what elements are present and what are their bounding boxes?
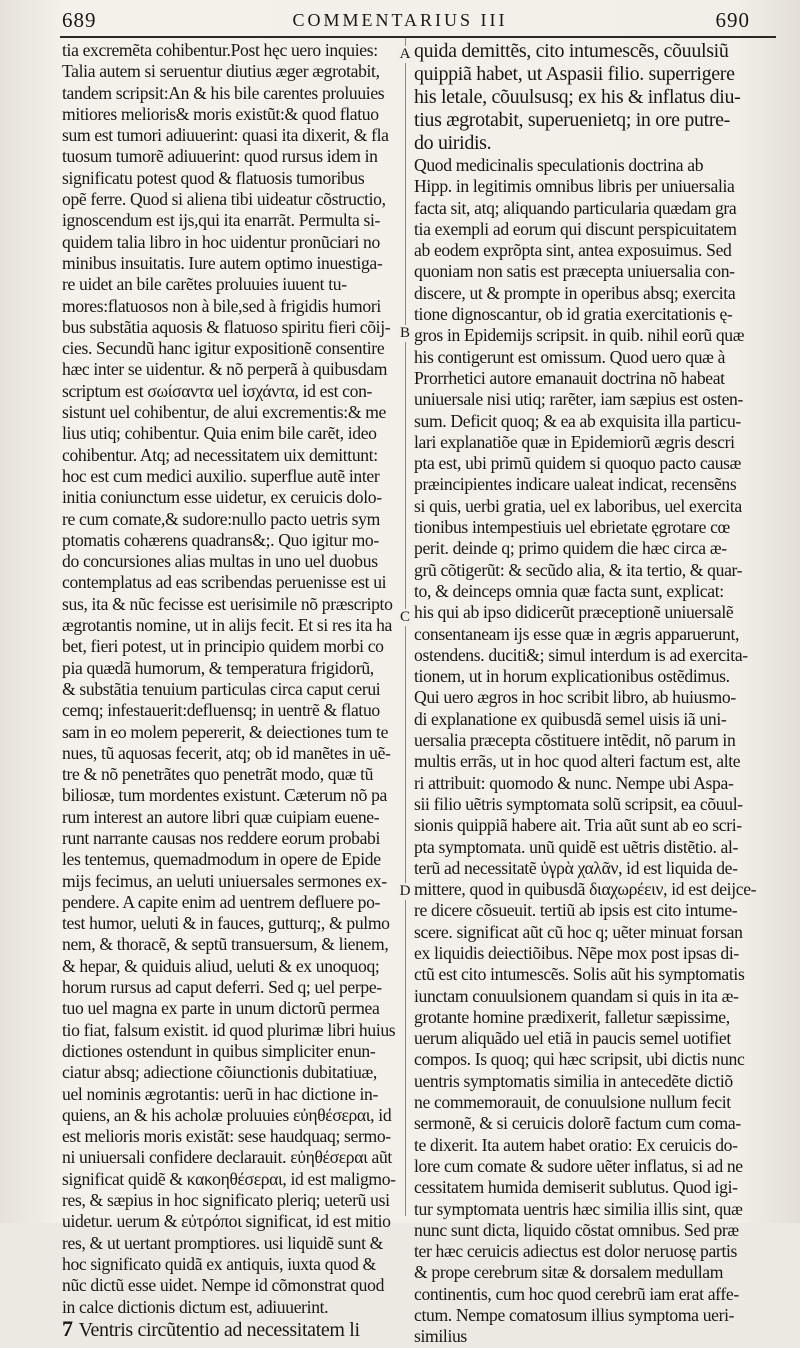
- right-column-line: lore cum comate & sudore uẽter inflatus, si ad ne: [414, 1155, 743, 1176]
- right-column-line: ostendens. duciti&; simul interdum is ad exercita-: [414, 644, 748, 665]
- right-column-line: perit. deinde q; primo quidem die hæc circa æ-: [414, 538, 727, 559]
- left-column-line: sistunt uel cohibentur, de alui excrementis:& me: [62, 402, 387, 423]
- left-column-line: uel nominis ægrotantis: uerũ in hac dictione in-: [62, 1083, 378, 1104]
- right-column-line: quoniam non satis est præcepta uniuersalia con-: [414, 261, 735, 282]
- section-number: 7: [62, 1317, 73, 1340]
- left-column-line: sus, ita & nũc fecisse est uerisimile nõ præscripto: [62, 593, 393, 614]
- left-column-line: ciatur absq; adiectione cõiunctionis dubitatiuæ,: [62, 1062, 377, 1083]
- left-column-line: bus substãtia aquosis & flatuoso spiritu fieri cõij-: [62, 316, 391, 337]
- left-column-line: cohibentur. Atq; ad necessitatem uix demittunt:: [62, 444, 378, 465]
- section-heading-text: Ventris circũtentio ad necessitatem li: [78, 1318, 360, 1340]
- left-column-line: initia coniunctum esse uidetur, ex ceruicis dolo-: [62, 487, 382, 508]
- right-column-line: multis errãs, ut in hoc quod alteri factum est, alte: [414, 751, 741, 772]
- right-column-line: to, & deinceps omnia quæ facta sunt, explicat:: [414, 580, 724, 601]
- left-column-line: opẽ ferre. Quod si aliena tibi uideatur cõstructio,: [62, 189, 386, 210]
- right-column-line: iunctam conuulsionem quandam si quis in ita æ-: [414, 985, 739, 1006]
- left-column-line: Talia autem si seruentur diutius æger ægrotabit,: [62, 61, 380, 82]
- left-column-line: nues, tũ aquosas fecerit, atq; ob id manẽtes in uẽ-: [62, 742, 391, 763]
- left-column-line: ignoscendum est ijs,qui ita enarrãt. Permulta si-: [62, 210, 381, 231]
- right-column-line: ex liquidis deiectiõibus. Nẽpe mox post ipsas di-: [414, 942, 739, 963]
- left-column-line: tio fiat, falsum existit. id quod plurimæ libri huius: [62, 1019, 396, 1040]
- right-column-line: his contigerunt est omissum. Quod uero quæ à: [414, 346, 726, 367]
- page-header: [0, 6, 800, 38]
- left-column-line: mores:flatuosos non à bile,sed à frigidis humori: [62, 295, 381, 316]
- right-column-line: pta est, ubi primũ quidem si quoquo pacto causæ: [414, 453, 742, 474]
- right-column-line: te dixerit. Ita autem habet oratio: Ex ceruicis do-: [414, 1134, 738, 1155]
- left-column-line: in calce dictionis dictum est, adiuuerint.: [62, 1296, 329, 1317]
- right-column-line: quippiã habet, ut Aspasii filio. superrigere: [414, 63, 735, 85]
- right-column-line: grotante homine prædixerit, falletur sæpissime,: [414, 1006, 730, 1027]
- left-column-line: mijs fecimus, an ueluti uniuersales sermones ex-: [62, 870, 387, 891]
- right-column-line: tione dignoscantur, ob id gratia exercitationis ę-: [414, 304, 733, 325]
- right-column-line: tius ægrotabit, superuenietq; in ore putre-: [414, 109, 730, 131]
- right-column-line: gros in Epidemijs scripsit. in quib. nihil eorũ quæ: [414, 325, 745, 346]
- right-column-line: præincipientes indicare ualeat indicat, recensẽns: [414, 474, 737, 495]
- right-column-line: continentis, cum hoc quod cerebrũ iam erat affe-: [414, 1283, 739, 1304]
- left-column-text: [62, 40, 396, 1339]
- right-column-line: grũ cõtigerũt: & secũdo alia, & ita tertio, & quar-: [414, 559, 743, 580]
- left-column-line: tuosum tumorẽ adiuuerint: quod rursus idem in: [62, 146, 378, 167]
- margin-letter-a: A: [397, 46, 413, 63]
- left-column-line: & hepar, & quiduis aliud, ueluti & ex unoquoq;: [62, 955, 380, 976]
- right-column-line: di explanatione ex quibusdã semel uisis iã uni-: [414, 708, 727, 729]
- left-column-line: ptomatis cohærens quadrans&;. Quo igitur mo-: [62, 529, 379, 550]
- left-column-line: nem, & thoracẽ, & septũ transuersum, & lienem,: [62, 934, 389, 955]
- right-column-line: sii filio uẽtris symptomata solũ scripsit, ea cõuul-: [414, 793, 743, 814]
- left-column-line: rum interest an autore libri quæ cuipiam euene-: [62, 806, 380, 827]
- left-column-line: & substãtia tenuium particulas circa caput cerui: [62, 678, 381, 699]
- right-column-line: Quod medicinalis speculationis doctrina ab: [414, 155, 704, 175]
- right-column-line: lari explanatiõe quæ in Epidemiorũ ægris descri: [414, 431, 735, 452]
- right-column-line: uersalia præcepta cõstituere intẽdit, nõ parum in: [414, 730, 736, 751]
- left-column-line: ni uniuersali confidere declarauit. εὐηθέσεραι aũt: [62, 1147, 392, 1168]
- left-column-line: minibus insuitatis. Iure autem optimo inuestiga-: [62, 252, 383, 273]
- right-column-line: ri attribuit: quomodo & nunc. Nempe ubi Aspa-: [414, 772, 734, 793]
- left-column-line: tre & nõ penetrãtes quo penetrãt modo, quæ tũ: [62, 764, 374, 785]
- left-column-line: mitiores melioris& moris existũt:& quod flatuo: [62, 103, 379, 124]
- left-column-line: res, & ut uertant promptiores. usi liquidẽ sunt &: [62, 1232, 383, 1253]
- right-column-line: cessitatem humida demiserit sublutus. Quod igi-: [414, 1177, 738, 1198]
- left-column-line: quiens, an & his acholæ proluuies εὐηθέσεραι, id: [62, 1104, 392, 1125]
- right-column-line: re dicere cõsueuit. tertiũ ab ipsis est cito intume-: [414, 900, 738, 921]
- right-column-line: terũ ad necessitatẽ ὑγρὰ χαλᾶν, id est liquida de-: [414, 857, 738, 878]
- right-column-line: ter hæc ceruicis adiectus est dolor neruosę partis: [414, 1241, 738, 1262]
- right-column-line: Prorrhetici autore emanauit doctrina nõ habeat: [414, 367, 725, 388]
- left-column-line: uidetur. uerum & εὐτρόποι significat, id est mitio: [62, 1211, 391, 1232]
- left-column-line: horum rursus ad caput deferri. Sed q; uel perpe-: [62, 977, 382, 998]
- right-column-line: facta sit, atq; aliquando particularia quædam gra: [414, 197, 737, 218]
- left-column-line: pia quædã humorum, & temperatura frigidorũ,: [62, 657, 374, 678]
- left-column-line: contemplatus ad eas scribendas peruenisse est ui: [62, 572, 387, 593]
- right-column-line: nunc sunt dicta, liquido cõstat omnibus. Sed præ: [414, 1219, 739, 1240]
- left-column-line: nũc dictũ esse uidet. Nempe id cõmonstrat quod: [62, 1275, 385, 1296]
- left-column-line: do concursiones alias multas in uno uel duobus: [62, 551, 378, 572]
- left-column-line: test humor, ueluti & in fauces, gutturq;, & pulmo: [62, 913, 390, 934]
- right-column-line: sermonẽ, & si ceruicis dolorẽ factum cum coma-: [414, 1113, 741, 1134]
- left-column-line: hoc est cum medici auxilio. superflue autẽ inter: [62, 465, 380, 486]
- margin-letter-c: C: [397, 609, 413, 626]
- right-column-line: Qui uero ægros in hoc scribit libro, ab huiusmo-: [414, 687, 736, 708]
- right-column-line: sum. Deficit quoq; & ea ab exquisita illa particu-: [414, 410, 741, 431]
- right-column-line: uniuersale nisi utiq; rarẽter, iam sæpius est osten-: [414, 389, 743, 410]
- right-column-line: sionis quippiã habere ait. Tria aũt sunt ab eo scri-: [414, 815, 742, 836]
- right-column-line: ab eodem exprõpta sint, antea exposuimus. Sed: [414, 240, 732, 261]
- left-column-line: lius utiq; cohibentur. Quia enim bile carẽt, ideo: [62, 423, 377, 444]
- right-column-line: uerum aliquãdo uel etiã in paucis semel uotifiet: [414, 1028, 731, 1049]
- right-column-line: his qui ab ipso didicerũt præceptionẽ uniuersalẽ: [414, 602, 734, 623]
- right-column-line: tur symptomata uentris hæc similia illis sint, quæ: [414, 1198, 743, 1219]
- left-column-line: re uidet an bile carẽtes proluuies iuuent tu-: [62, 274, 347, 295]
- right-column-line: uentris symptomatis similia in antecedẽte dictiõ: [414, 1070, 733, 1091]
- left-column-line: dictiones ostendunt in quibus simpliciter enun-: [62, 1040, 376, 1061]
- left-column-line: biliosæ, tum mordentes existunt. Cæterum nõ pa: [62, 785, 388, 806]
- right-column-line: tionem, ut in horum explicationibus ostẽdimus.: [414, 666, 730, 687]
- right-column-line: ne commemorauit, de conuulsione nullum fecit: [414, 1092, 731, 1113]
- left-column-line: re cum comate,& sudore:nullo pacto uetris sym: [62, 508, 380, 529]
- right-column-line: Hipp. in legitimis omnibus libris per uniuersalia: [414, 176, 735, 197]
- right-column-line: & prope cerebrum sitæ & dorsalem medullam: [414, 1262, 724, 1283]
- right-column-line: mittere, quod in quibusdã διαχωρέειν, id est deijce-: [414, 879, 757, 900]
- section-heading: [62, 1318, 396, 1339]
- right-column-line: consentaneam ijs esse quæ in ægris apparuerunt,: [414, 623, 740, 644]
- running-title: COMMENTARIUS III: [292, 10, 508, 30]
- left-column-line: sum est tumori adiuuerint: quasi ita dixerit, & fla: [62, 125, 389, 146]
- right-column-line: tia exempli ad eorum qui discunt perspicuitatem: [414, 218, 737, 239]
- right-column-line: do uiridis.: [414, 132, 492, 154]
- left-column-line: tandem scripsit:An & his bile carentes proluuies: [62, 82, 385, 103]
- left-column-line: ægrotantis nomine, ut in alijs fecit. Et si res ita ha: [62, 615, 392, 636]
- page-number-left: 689: [62, 8, 97, 32]
- left-column-line: res, & sæpius in hoc significato pleriq; ueterũ usi: [62, 1190, 390, 1211]
- left-column-line: pendere. A capite enim ad uentrem defluere po-: [62, 891, 381, 912]
- left-column-line: bet, fieri potest, ut in principio quidem morbi co: [62, 636, 384, 657]
- left-column-line: cemq; infestauerit:defluensq; in uentrẽ & flatuo: [62, 700, 380, 721]
- left-column-line: significatu potest quod & flatuosis tumoribus: [62, 167, 365, 188]
- left-column-line: sam in eo molem pepererit, & deiectiones tum te: [62, 721, 389, 742]
- margin-letter-b: B: [397, 325, 413, 342]
- right-column-line: quida demittẽs, cito intumescẽs, cõuulsiũ: [414, 40, 729, 62]
- left-column-line: tuo uel magna ex parte in unum dictorũ permea: [62, 998, 380, 1019]
- right-column-line: pta symptomata. unũ quidẽ est uẽtris distẽtio. al-: [414, 836, 739, 857]
- left-column-line: tia excremẽta cohibentur.Post hęc uero inquies:: [62, 40, 378, 60]
- right-column-line: scere. significat aũt cũ hoc q; uẽter minuat forsan: [414, 921, 743, 942]
- right-column-line: his letale, cõuulsusq; ex his & inflatus diu-: [414, 86, 741, 108]
- page-number-right: 690: [715, 8, 750, 32]
- left-column-line: significat quidẽ & κακοηθέσεραι, id est maligmo-: [62, 1168, 396, 1189]
- left-column-line: cies. Secundũ hanc igitur expositionẽ consentire: [62, 338, 385, 359]
- left-column-line: hæc inter se uidentur. & nõ perperã à quibusdam: [62, 359, 388, 380]
- left-column-line: est melioris moris existãt: sese haudquaq; sermo-: [62, 1126, 391, 1147]
- left-column-line: runt narrante causas nos reddere eorum probabi: [62, 827, 381, 848]
- column-divider: [405, 36, 406, 1216]
- right-column-line: ctũ est cito intumescẽs. Solis aũt his symptomatis: [414, 964, 745, 985]
- header-rule: [60, 36, 776, 38]
- right-column-line: tionibus intempestiuis uel ebrietate ęgrotare cœ: [414, 517, 730, 538]
- left-column-line: scriptum est σωίσαντα uel ἰσχάντα, id est con-: [62, 380, 373, 401]
- margin-letter-d: D: [397, 883, 413, 900]
- right-column-line: ctum. Nempe comatosum illius symptoma ueri-: [414, 1305, 735, 1326]
- right-column-text: [414, 40, 776, 1348]
- right-column-line: compos. Is quoq; qui hæc scripsit, ubi dictis nunc: [414, 1049, 745, 1070]
- left-column-line: quidem talia libro in hoc uidentur pronũciari no: [62, 231, 380, 252]
- left-column-line: hoc significato quidã ex antiquis, iuxta quod &: [62, 1253, 376, 1274]
- right-column-line: si quis, uerbi gratia, uel ex laboribus, uel exercita: [414, 495, 742, 516]
- right-column-line: similius: [414, 1326, 467, 1347]
- left-column-line: les tentemus, quemadmodum in opere de Epide: [62, 849, 381, 870]
- right-column-line: discere, ut & prompte in operibus absq; exercita: [414, 282, 736, 303]
